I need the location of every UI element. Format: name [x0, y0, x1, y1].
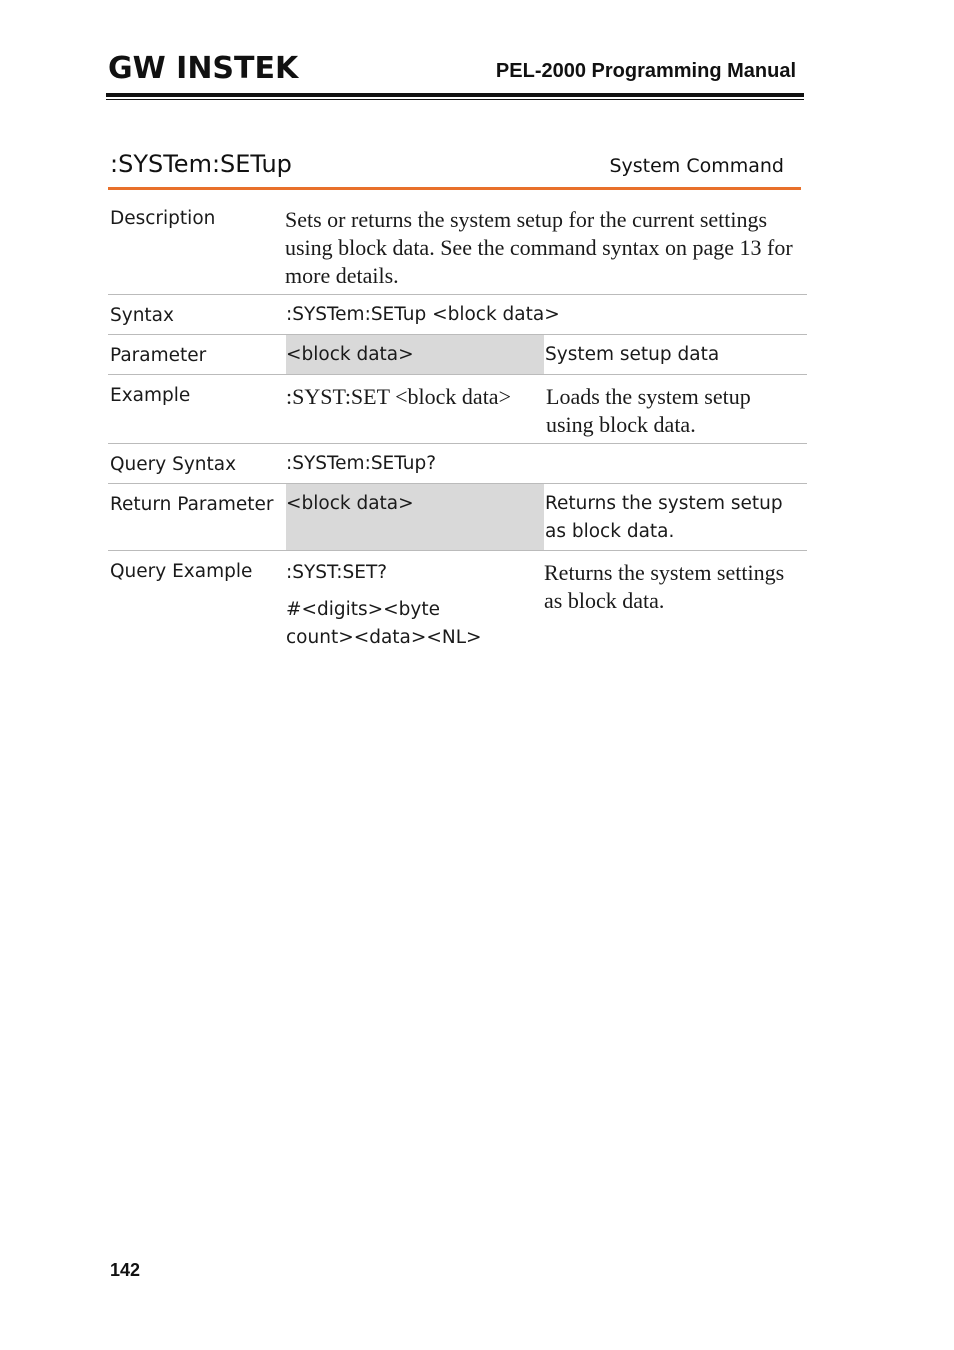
row-query-syntax — [108, 444, 807, 484]
page-number: 142 — [110, 1260, 141, 1280]
query-example-response: #<digits><byte count><data><NL> — [286, 599, 482, 648]
header-rule — [106, 93, 804, 97]
command-type: System Command — [609, 155, 784, 177]
example-value: :SYST:SET <block data> — [286, 384, 511, 409]
row-label: Query Example — [110, 561, 253, 582]
row-label: Syntax — [110, 305, 174, 326]
example-desc: Loads the system setup using block data. — [546, 384, 751, 437]
syntax-value: :SYSTem:SETup <block data> — [286, 304, 560, 325]
row-label: Parameter — [110, 345, 207, 366]
row-query-example — [108, 551, 807, 661]
title-underline — [108, 187, 801, 190]
row-label: Query Syntax — [110, 454, 237, 475]
row-label: Return Parameter — [110, 494, 274, 515]
row-label: Example — [110, 385, 191, 406]
row-description — [108, 196, 807, 295]
return-parameter-desc: Returns the system setup as block data. — [545, 493, 783, 542]
row-return-parameter — [108, 484, 807, 551]
command-name: :SYSTem:SETup — [110, 150, 292, 178]
row-parameter — [108, 335, 807, 375]
header-rule-thin — [106, 99, 804, 100]
query-syntax-value: :SYSTem:SETup? — [286, 453, 437, 474]
manual-title: PEL-2000 Programming Manual — [495, 60, 796, 82]
brand-logo: GW INSTEK — [108, 51, 299, 86]
return-parameter-name: <block data> — [286, 493, 414, 514]
query-example-desc: Returns the system settings as block data. — [544, 560, 785, 613]
query-example-value: :SYST:SET? — [286, 562, 388, 583]
description-text: Sets or returns the system setup for the current settings using block data. See the command syntax on page 13 for more details. — [285, 207, 793, 288]
parameter-name: <block data> — [286, 344, 414, 365]
command-table — [108, 196, 807, 661]
row-label: Description — [110, 208, 216, 229]
parameter-desc: System setup data — [545, 344, 720, 365]
row-example — [108, 375, 807, 444]
row-syntax — [108, 295, 807, 335]
